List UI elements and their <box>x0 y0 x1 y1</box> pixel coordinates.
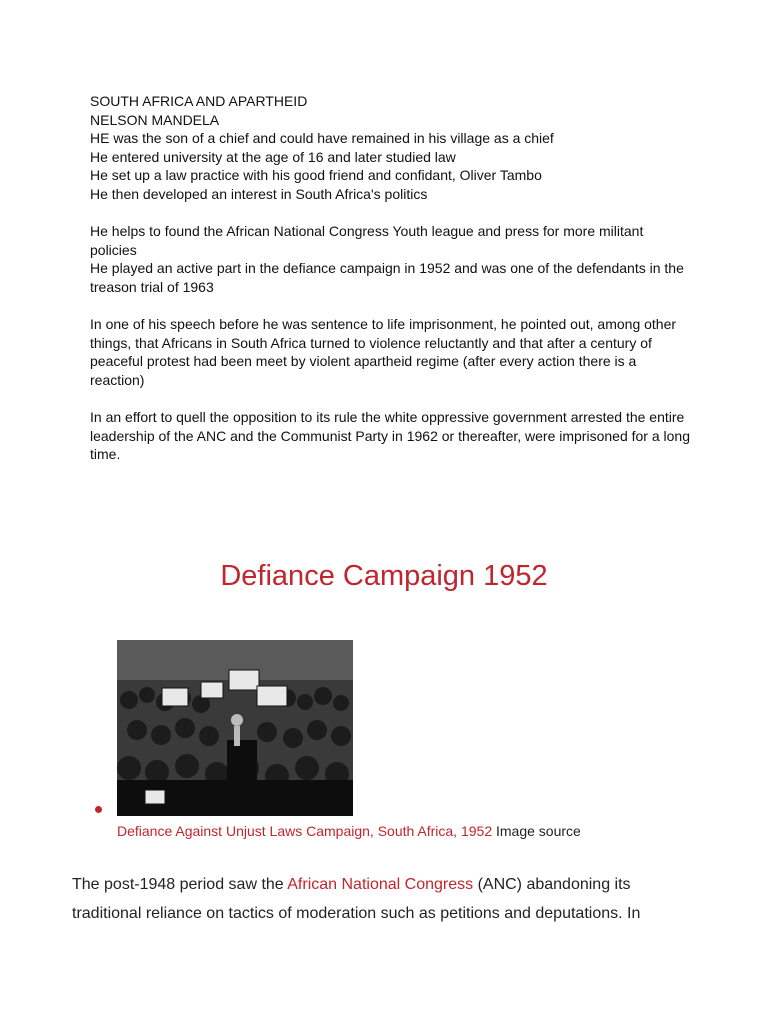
notes-line: HE was the son of a chief and could have remained in his village as a chief <box>90 130 554 147</box>
notes-line: He set up a law practice with his good friend and confidant, Oliver Tambo <box>90 167 542 184</box>
photo-caption <box>117 822 581 840</box>
body-text-start: The post-1948 period saw the <box>72 876 288 893</box>
notes-line: He then developed an interest in South Africa's politics <box>90 185 428 202</box>
notes-paragraph: In one of his speech before he was sentence to life imprisonment, he pointed out, among other things, that Africans in South Africa turned to violence reluctantly and that after a century of peaceful protest had been meet by violent apartheid regime (after every action there is a reaction) <box>90 316 677 388</box>
image-source-label: Image source <box>492 823 581 839</box>
notes-title: SOUTH AFRICA AND APARTHEID <box>90 93 308 109</box>
body-paragraph <box>72 870 692 928</box>
section-heading: Defiance Campaign 1952 <box>220 560 548 592</box>
notes-paragraph: In an effort to quell the opposition to its rule the white oppressive government arrested the entire leadership of the ANC and the Communist Party in 1962 or thereafter, were imprisoned for a long time. <box>90 409 690 463</box>
protest-photo[interactable] <box>117 640 353 816</box>
notes-paragraph: He played an active part in the defiance campaign in 1952 and was one of the defendants in the treason trial of 1963 <box>90 260 684 295</box>
notes-subtitle: NELSON MANDELA <box>90 111 220 128</box>
photo-illustration <box>117 640 353 816</box>
notes-line: He entered university at the age of 16 and later studied law <box>90 148 456 165</box>
caption-link[interactable]: Defiance Against Unjust Laws Campaign, South Africa, 1952 <box>117 823 493 839</box>
body-text-end: (ANC) abandoning its traditional reliance on tactics of moderation such as petitions and deputations. In <box>72 876 641 922</box>
list-bullet <box>95 806 102 813</box>
notes-section <box>90 92 690 464</box>
anc-link[interactable]: African National Congress <box>287 876 474 893</box>
notes-paragraph: He helps to found the African National Congress Youth league and press for more militant policies <box>90 223 644 258</box>
